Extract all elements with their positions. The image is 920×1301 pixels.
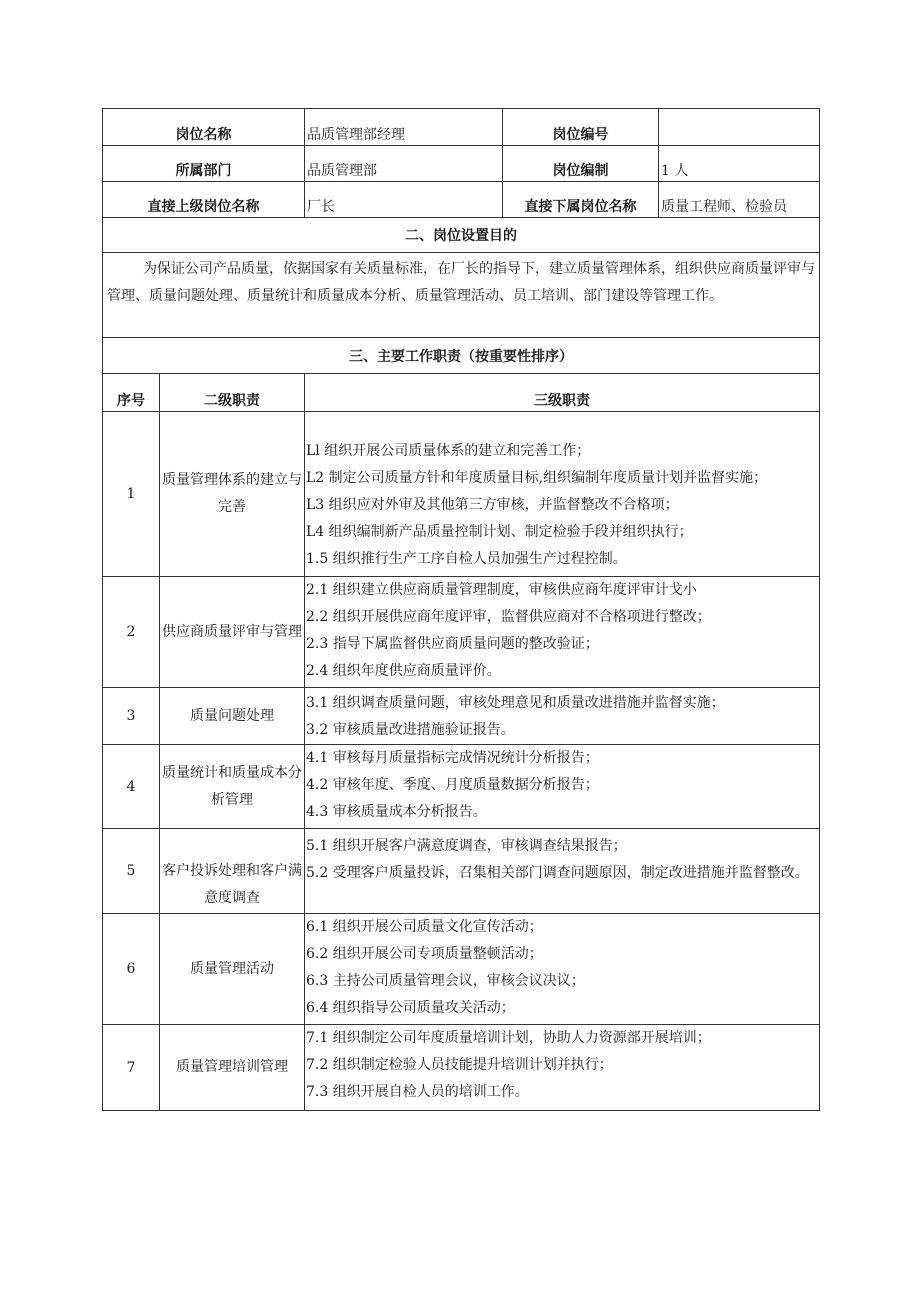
- duty-level2: 质量管理体系的建立与完善: [160, 412, 305, 577]
- col-header-level2: 二级职责: [160, 374, 305, 412]
- duty-item: 4.2 审核年度、季度、月度质量数据分析报告；: [306, 777, 599, 793]
- label-direct-superior: 直接上级岗位名称: [103, 182, 305, 218]
- value-headcount: 1 人: [659, 146, 820, 182]
- label-position-name: 岗位名称: [103, 109, 305, 146]
- label-position-code: 岗位编号: [503, 109, 659, 146]
- duty-level2: 质量问题处理: [160, 688, 305, 745]
- duty-item: L3 组织应对外审及其他第三方审核，并监督整改不合格项；: [306, 497, 679, 513]
- duty-no: 3: [103, 688, 160, 745]
- duty-no: 5: [103, 829, 160, 914]
- duty-item: 2.2 组织开展供应商年度评审，监督供应商对不合格项进行整改；: [306, 609, 711, 625]
- value-position-code: [659, 109, 820, 146]
- duty-no: 4: [103, 745, 160, 829]
- duty-item: 5.1 组织开展客户满意度调查，审核调查结果报告；: [306, 838, 627, 854]
- duty-item: 4.3 审核质量成本分析报告。: [306, 804, 487, 820]
- label-headcount: 岗位编制: [503, 146, 659, 182]
- duty-no: 7: [103, 1025, 160, 1111]
- duty-level3: [305, 1025, 820, 1111]
- section-title-purpose: 二、岗位设置目的: [103, 218, 820, 253]
- duty-item: Ll 组织开展公司质量体系的建立和完善工作；: [306, 443, 591, 459]
- value-direct-superior: 厂长: [305, 182, 503, 218]
- duty-level3: [305, 688, 820, 745]
- duty-level3: [305, 829, 820, 914]
- duty-level3: [305, 577, 820, 688]
- duty-row: [103, 829, 820, 914]
- label-department: 所属部门: [103, 146, 305, 182]
- duty-item: 6.3 主持公司质量管理会议，审核会议决议；: [306, 973, 585, 989]
- value-direct-subordinates: 质量工程师、检验员: [659, 182, 820, 218]
- duty-item: 3.2 审核质量改进措施验证报告。: [306, 722, 515, 738]
- job-description-table: [102, 108, 820, 1111]
- duty-row: [103, 745, 820, 829]
- duty-item: 5.2 受理客户质量投诉，召集相关部门调查问题原因，制定改进措施并监督整改。: [306, 865, 809, 881]
- duty-item: L4 组织编制新产品质量控制计划、制定检验手段并组织执行；: [306, 524, 693, 540]
- header-row-3: [103, 182, 820, 218]
- duty-no: 1: [103, 412, 160, 577]
- duty-no: 2: [103, 577, 160, 688]
- duty-item: 6.1 组织开展公司质量文化宣传活动；: [306, 919, 543, 935]
- duty-level2: 质量管理培训管理: [160, 1025, 305, 1111]
- duty-row: [103, 412, 820, 577]
- duty-row: [103, 688, 820, 745]
- duty-row: [103, 914, 820, 1025]
- value-position-name: 品质管理部经理: [305, 109, 503, 146]
- duty-item: 1.5 组织推行生产工序自检人员加强生产过程控制。: [306, 551, 627, 567]
- duty-level3: [305, 745, 820, 829]
- value-department: 品质管理部: [305, 146, 503, 182]
- duty-item: 6.2 组织开展公司专项质量整顿活动；: [306, 946, 543, 962]
- col-header-level3: 三级职责: [305, 374, 820, 412]
- purpose-text: 为保证公司产品质量，依据国家有关质量标准，在厂长的指导下，建立质量管理体系，组织供应商质量评审与管理、质量问题处理、质量统计和质量成本分析、质量管理活动、员工培训、部门建设等管理工作。: [107, 261, 815, 304]
- duty-item: 2.1 组织建立供应商质量管理制度，审核供应商年度评审计戈小: [306, 582, 697, 598]
- duty-row: [103, 577, 820, 688]
- duty-item: 2.4 组织年度供应商质量评价。: [306, 663, 501, 679]
- duty-item: 3.1 组织调查质量问题，审核处理意见和质量改进措施并监督实施；: [306, 695, 725, 711]
- duty-item: 6.4 组织指导公司质量攻关活动；: [306, 1000, 515, 1016]
- duty-item: 7.3 组织开展自检人员的培训工作。: [306, 1084, 529, 1100]
- duty-item: 4.1 审核每月质量指标完成情况统计分析报告；: [306, 750, 599, 766]
- duty-level2: 供应商质量评审与管理: [160, 577, 305, 688]
- duty-level2: 质量管理活动: [160, 914, 305, 1025]
- label-direct-subordinates: 直接下属岗位名称: [503, 182, 659, 218]
- duty-level2: 质量统计和质量成本分析管理: [160, 745, 305, 829]
- section-title-duties: 三、主要工作职责（按重要性排序）: [103, 338, 820, 374]
- duty-level2: 客户投诉处理和客户满意度调查: [160, 829, 305, 914]
- duties-column-header: [103, 374, 820, 412]
- duty-level3: [305, 914, 820, 1025]
- duty-item: 7.2 组织制定检验人员技能提升培训计划并执行；: [306, 1057, 613, 1073]
- header-row-1: [103, 109, 820, 146]
- header-row-2: [103, 146, 820, 182]
- col-header-no: 序号: [103, 374, 160, 412]
- duty-row: [103, 1025, 820, 1111]
- duty-item: 2.3 指导下属监督供应商质量问题的整改验证；: [306, 636, 599, 652]
- purpose-text-cell: [103, 253, 820, 338]
- duty-no: 6: [103, 914, 160, 1025]
- duty-item: 7.1 组织制定公司年度质量培训计划，协助人力资源部开展培训；: [306, 1030, 711, 1046]
- duty-level3: [305, 412, 820, 577]
- duty-item: L2 制定公司质量方针和年度质量目标,组织编制年度质量计划并监督实施；: [306, 470, 768, 486]
